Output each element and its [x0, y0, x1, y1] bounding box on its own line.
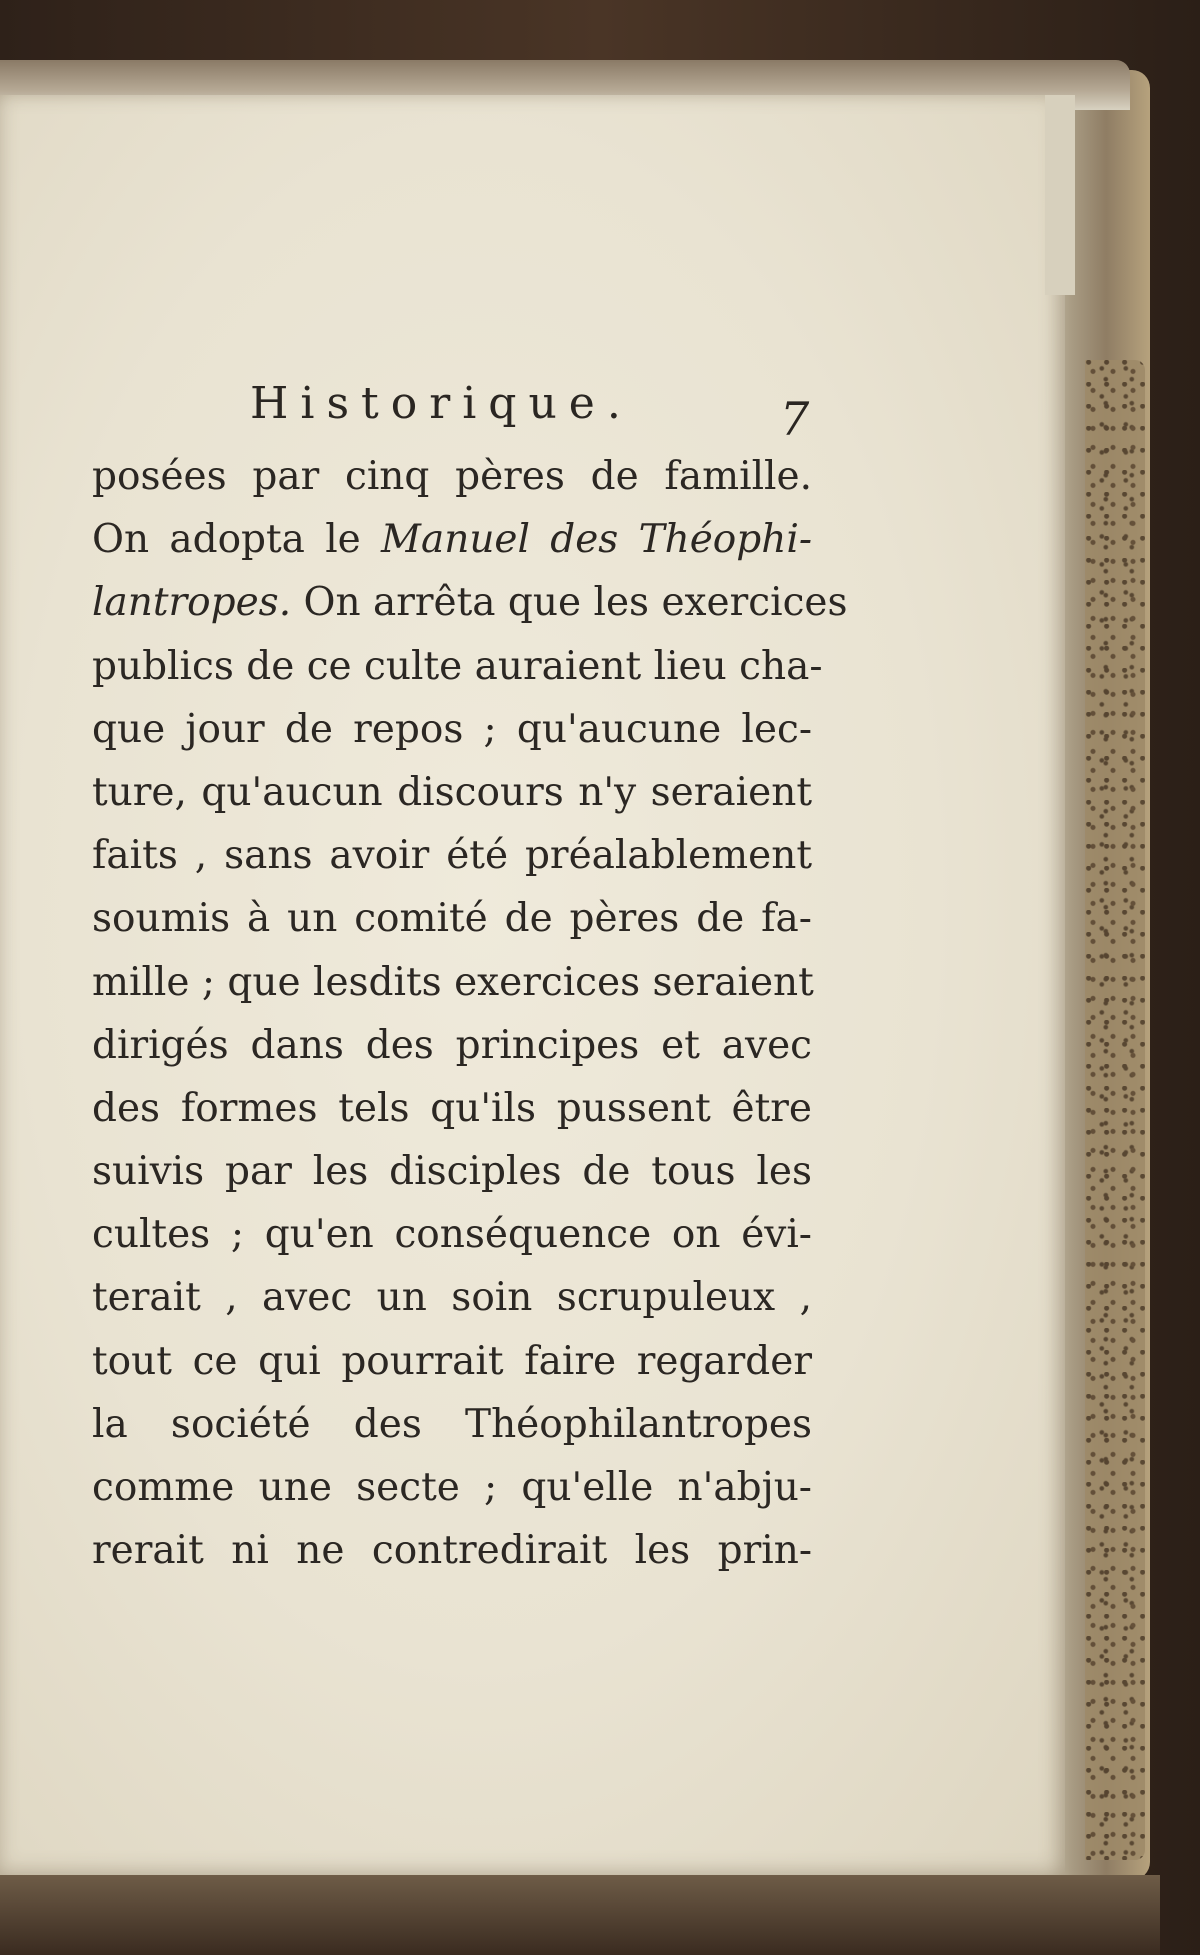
text-line	[92, 1203, 812, 1266]
text-line	[92, 1330, 812, 1393]
text-line	[92, 445, 812, 508]
text-segment: publics de ce culte auraient lieu cha-	[92, 643, 823, 689]
text-segment: On adopta le	[92, 517, 382, 563]
text-line	[92, 887, 812, 950]
text-segment: Manuel des Théophi-	[381, 517, 812, 563]
text-line	[92, 1456, 812, 1519]
text-segment: cultes ; qu'en conséquence on évi-	[92, 1212, 812, 1258]
text-line	[92, 1393, 812, 1456]
text-segment: la société des Théophilantropes	[92, 1401, 812, 1447]
body-text	[92, 445, 848, 1582]
text-segment: suivis par les disciples de tous les	[92, 1149, 812, 1195]
speckled-edge	[1085, 360, 1145, 1860]
text-segment: terait , avec un soin scrupuleux ,	[92, 1275, 812, 1321]
text-segment: rerait ni ne contredirait les prin-	[92, 1528, 812, 1574]
text-segment: mille ; que lesdits exercices seraient	[92, 959, 814, 1005]
running-head: Historique.	[250, 378, 633, 429]
text-segment: comme une secte ; qu'elle n'abju-	[92, 1465, 812, 1510]
text-line	[92, 951, 812, 1014]
text-segment: tout ce qui pourrait faire regarder	[92, 1338, 812, 1384]
text-line	[92, 824, 812, 887]
page-number: 7	[780, 392, 810, 446]
text-line	[92, 1266, 812, 1329]
text-segment: faits , sans avoir été préalablement	[92, 833, 812, 879]
text-segment: soumis à un comité de pères de fa-	[92, 896, 812, 942]
text-line	[92, 508, 812, 571]
text-line	[92, 761, 812, 824]
text-line	[92, 571, 848, 634]
text-segment: posées par cinq pères de famille.	[92, 454, 812, 499]
text-line	[92, 1519, 812, 1582]
text-line	[92, 1140, 812, 1203]
text-segment: que jour de repos ; qu'aucune lec-	[92, 706, 812, 752]
page-notch	[1045, 95, 1075, 295]
text-segment: lantropes.	[92, 580, 292, 626]
text-segment: des formes tels qu'ils pussent être	[92, 1085, 812, 1131]
text-line	[92, 698, 812, 761]
text-segment: On arrêta que les exercices	[291, 580, 848, 626]
bottom-binding	[0, 1875, 1160, 1955]
text-line	[92, 635, 823, 698]
text-line	[92, 1014, 812, 1077]
text-line	[92, 1077, 812, 1140]
text-segment: ture, qu'aucun discours n'y seraient	[92, 769, 812, 815]
text-segment: dirigés dans des principes et avec	[92, 1022, 812, 1068]
